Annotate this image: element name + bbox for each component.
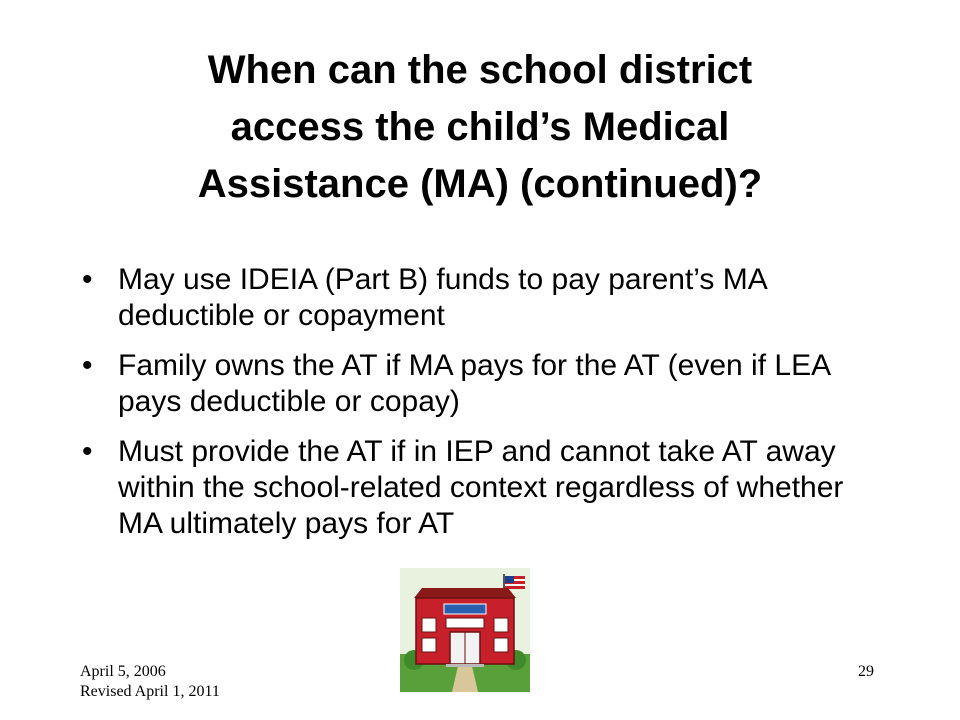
bullet-marker: • bbox=[82, 435, 93, 468]
flag-canton bbox=[505, 576, 514, 583]
window bbox=[422, 638, 436, 652]
window bbox=[494, 638, 508, 652]
bullet-list bbox=[80, 262, 880, 556]
bullet-text: Must provide the AT if in IEP and cannot take AT away within the school-related context regardless of whether MA ultimately pays for AT bbox=[118, 435, 844, 540]
school-building-icon bbox=[400, 568, 530, 692]
window bbox=[422, 618, 436, 632]
title-line: access the child’s Medical bbox=[230, 105, 730, 149]
title-line: Assistance (MA) (continued)? bbox=[197, 162, 763, 206]
page-number: 29 bbox=[858, 663, 874, 680]
bullet-item bbox=[80, 434, 880, 542]
roof bbox=[414, 588, 516, 598]
footer-revised-line: Revised April 1, 2011 bbox=[80, 683, 220, 700]
bullet-marker: • bbox=[82, 349, 93, 382]
bullet-item bbox=[80, 262, 880, 334]
footer-date-line: April 5, 2006 bbox=[80, 663, 166, 680]
window bbox=[446, 618, 484, 628]
steps bbox=[446, 664, 484, 667]
bullet-text: May use IDEIA (Part B) funds to pay parent’s MA deductible or copayment bbox=[118, 263, 767, 332]
footer-date bbox=[80, 662, 220, 702]
school-sign bbox=[444, 604, 486, 614]
bullet-marker: • bbox=[82, 263, 93, 296]
slide-title bbox=[80, 42, 880, 213]
bullet-text: Family owns the AT if MA pays for the AT (even if LEA pays deductible or copay) bbox=[118, 349, 830, 418]
title-line: When can the school district bbox=[207, 48, 753, 92]
window bbox=[494, 618, 508, 632]
bullet-item bbox=[80, 348, 880, 420]
